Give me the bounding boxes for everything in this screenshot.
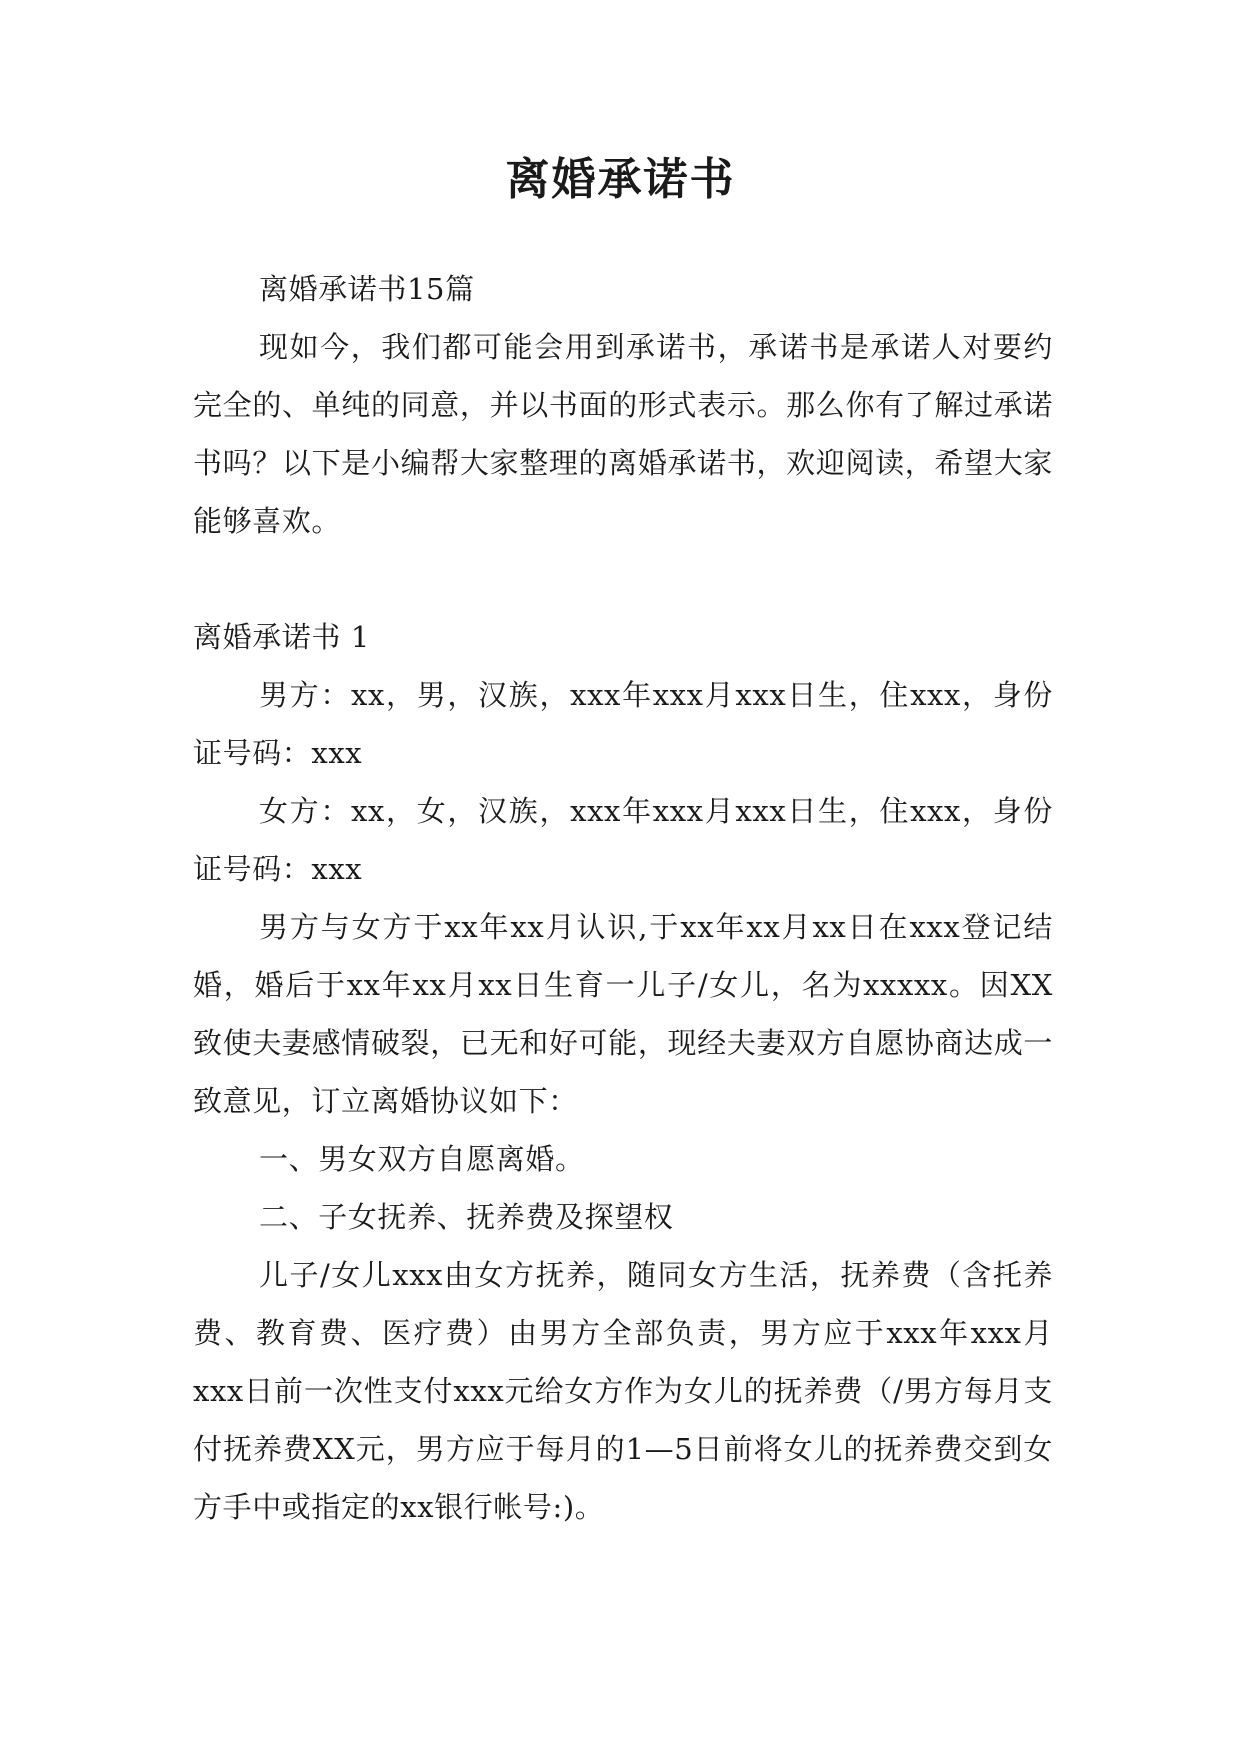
- document-body: [193, 260, 1053, 1536]
- clause-two-heading: 二、子女抚养、抚养费及探望权: [259, 1200, 674, 1234]
- paragraph-spacer: [193, 550, 1053, 608]
- intro-paragraph: 现如今，我们都可能会用到承诺书，承诺书是承诺人对要约完全的、单纯的同意，并以书面的形式表示。那么你有了解过承诺书吗？以下是小编帮大家整理的离婚承诺书，欢迎阅读，希望大家能够喜欢。: [193, 330, 1053, 538]
- document-title: 离婚承诺书: [505, 154, 736, 205]
- paragraph-background: 男方与女方于xx年xx月认识,于xx年xx月xx日在xxx登记结婚，婚后于xx年xx月xx日生育一儿子/女儿，名为xxxxx。因XX致使夫妻感情破裂，已无和好可能，现经夫妻双方自愿协商达成一致意见，订立离婚协议如下：: [193, 910, 1053, 1118]
- paragraph-female-party: 女方：xx，女，汉族，xxx年xxx月xxx日生，住xxx，身份证号码：xxx: [193, 794, 1053, 886]
- section-heading: 离婚承诺书 1: [193, 620, 370, 654]
- document-subtitle: 离婚承诺书15篇: [259, 272, 475, 306]
- clause-one: 一、男女双方自愿离婚。: [259, 1142, 585, 1176]
- paragraph-male-party: 男方：xx，男，汉族，xxx年xxx月xxx日生，住xxx，身份证号码：xxx: [193, 678, 1053, 770]
- paragraph-child-support: 儿子/女儿xxx由女方抚养，随同女方生活，抚养费（含托养费、教育费、医疗费）由男方全部负责，男方应于xxx年xxx月xxx日前一次性支付xxx元给女方作为女儿的抚养费（/男方每月支付抚养费XX元，男方应于每月的1—5日前将女儿的抚养费交到女方手中或指定的xx银行帐号:)。: [193, 1258, 1053, 1524]
